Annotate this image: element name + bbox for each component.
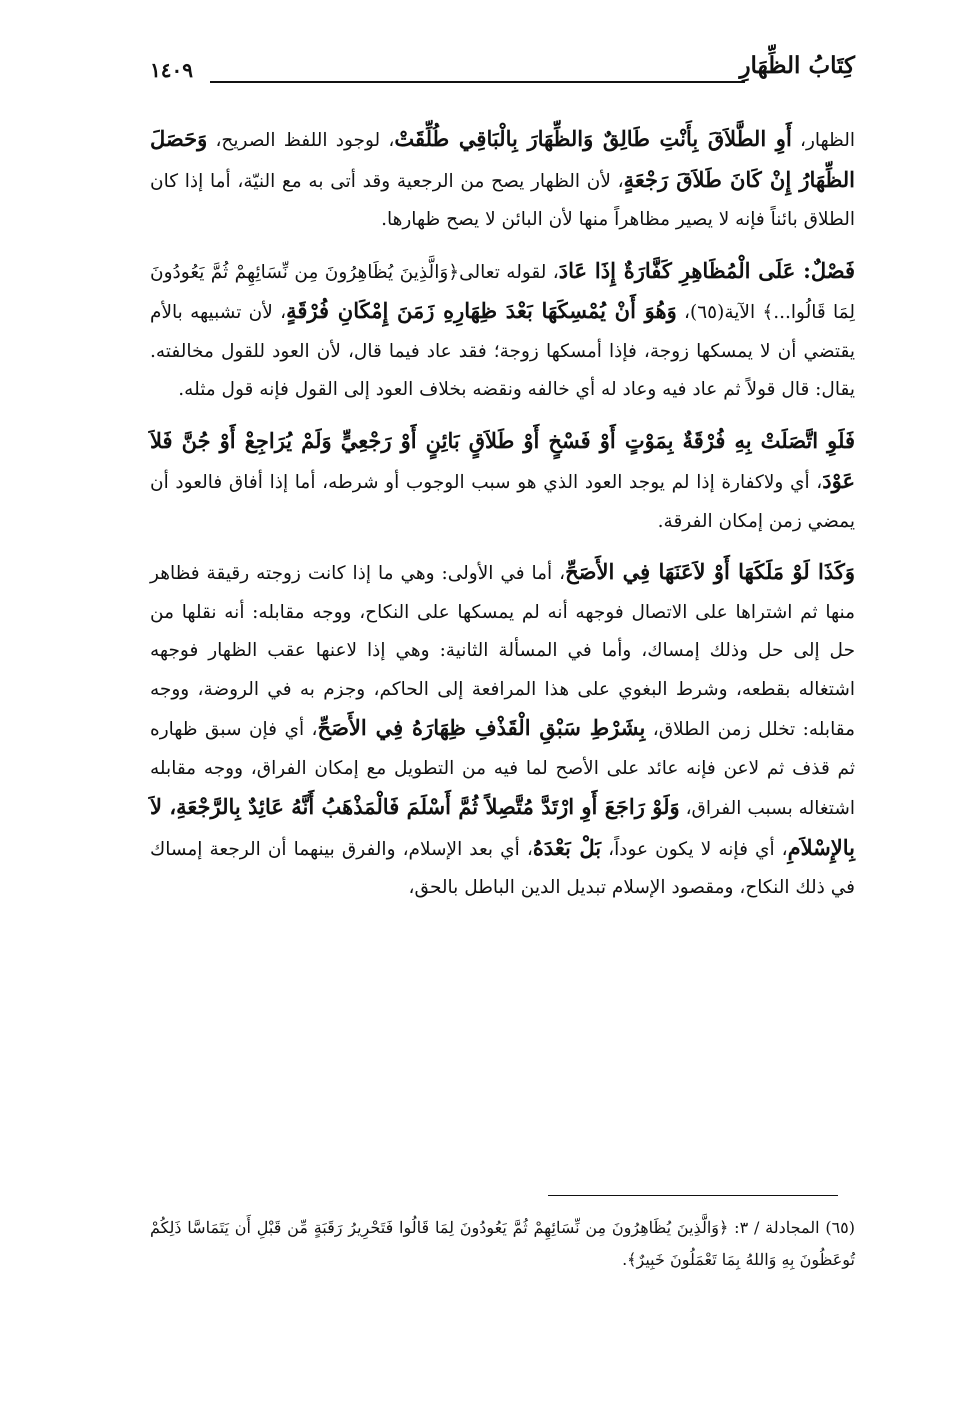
commentary-text: ، لوجود اللفظ الصريح،	[207, 130, 395, 151]
commentary-text: ، أي ولاكفارة إذا لم يوجد العود الذي هو سبب الوجوب أو شرطه، أما إذا أفاق فالعود أن يمضي زمن إمكان الفرقة.	[150, 472, 855, 532]
matn-text: أَوِ الطَّلاَقَ بِأَنْتِ طَالِقٌ وَالظِّهَارَ بِالْبَاقِي طُلِّقَتْ	[394, 126, 792, 151]
commentary-text: ، لقوله تعالى﴿وَالَّذِينَ يُظَاهِرُونَ مِن نِّسَائِهِمْ ثُمَّ يَعُودُونَ لِمَا قَالُوا...﴾ الآية(٦٥)،	[150, 261, 855, 323]
commentary-text: ، أي بعد الإسلام، والفرق بينهما أن الرجعة إمساك في ذلك النكاح، ومقصود الإسلام تبديل الدين الباطل بالحق،	[150, 838, 855, 898]
header-rule	[210, 81, 745, 83]
matn-text: وَكَذَا لَوْ مَلَكَهَا أَوْ لاَعَنَهَا فِي الأَصَحِّ	[565, 559, 855, 584]
commentary-text: الظهار،	[791, 130, 856, 151]
page-header	[150, 52, 855, 92]
main-text	[150, 120, 855, 920]
matn-text: وَحَصَلَ الظِّهَارُ إِنْ كَانَ طَلاَقَ رَجْعَةٍ	[150, 126, 856, 192]
commentary-text: ، لأن الظهار يصح من الرجعية وقد أتى به مع النيّة، أما إذا كان الطلاق بائناً فإنه لا يصير مظاهراً منها لأن البائن لا يصح ظهارها.	[150, 170, 855, 230]
commentary-text: ، لأن تشبيهه بالأم يقتضي أن لا يمسكها زوجة، فإذا أمسكها زوجة؛ فقد عاد فيما قال، لأن العود للقول مخالفته. يقال: قال قولاً ثم عاد فيه وعاد له أي خالفه ونقضه بخلاف العود إلى القول فإنه قول مثله.	[150, 302, 855, 400]
footnote	[150, 1212, 855, 1276]
paragraph	[150, 422, 855, 542]
matn-text: وَلَوْ رَاجَعَ أَوِ ارْتَدَّ مُتَّصِلاً ثُمَّ أَسْلَمَ فَالْمَذْهَبُ أَنَّهُ عَائِدٌ بِالرَّجْعَةِ، لاَ بِالإِسْلاَمِ	[150, 794, 855, 860]
matn-text: فَصْلٌ: عَلَى الْمُظَاهِرِ كَفَّارَةٌ إِذَا عَادَ	[558, 257, 855, 283]
paragraph	[150, 553, 855, 908]
commentary-text: ، أما في الأولى: وهي ما إذا كانت زوجته رقيقة فظاهر منها ثم اشتراها على الاتصال فوجهه أنه لم يمسكها على النكاح، ووجه مقابله: أنه نقلها من حل إلى حل وذلك إمساك، وأما في المسألة الثانية: وهي إذا لاعنها عقب الظهار فوجهه اشتغاله بقطعه، وشرط البغوي على هذا المرافعة إلى الحاكم، وجزم به في الروضة، ووجه مقابله: تخلل زمن الطلاق،	[150, 563, 855, 740]
footnote-text: (٦٥) المجادلة / ٣: ﴿وَالَّذِينَ يُظَاهِرُونَ مِن نِّسَائِهِمْ ثُمَّ يَعُودُونَ لِمَا قَالُوا فَتَحْرِيرُ رَقَبَةٍ مِّن قَبْلِ أَن يَتَمَاسَّا ذَلِكُمْ تُوعَظُونَ بِهِ وَاللهُ بِمَا تَعْمَلُونَ خَبِيرٌ﴾.	[150, 1218, 856, 1269]
page-number: ١٤٠٩	[150, 58, 193, 82]
matn-text: بِشَرْطِ سَبْقِ الْقَذْفِ ظِهَارَهُ فِي الأَصَحِّ	[317, 715, 646, 740]
matn-text: بَلْ بَعْدَهُ	[532, 834, 602, 860]
paragraph	[150, 120, 855, 240]
paragraph	[150, 252, 855, 410]
commentary-text: ، أي فإنه لا يكون عوداً،	[601, 838, 788, 860]
commentary-text: ، أي فإن سبق ظهاره ثم قذف ثم لاعن فإنه عائد على الأصح لما فيه من التطويل مع إمكان الفراق، ووجه مقابله اشتغاله بسبب الفراق،	[150, 719, 855, 819]
matn-text: فَلَوِ اتَّصَلَتْ بِهِ فُرْقَةٌ بِمَوْتٍ أَوْ فَسْخٍ أَوْ طَلاَقٍ بَائِنٍ أَوْ رَجْعِيٍّ وَلَمْ يُرَاجِعْ أَوْ جُنَّ فَلاَ عَوْدَ	[150, 427, 855, 493]
book-title: كِتَابُ الظِّهَارِ	[739, 52, 855, 79]
matn-text: وَهُوَ أَنْ يُمْسِكَهَا بَعْدَ ظِهَارِهِ زَمَنَ إِمْكَانِ فُرْقَةٍ	[286, 298, 677, 323]
footnote-rule	[548, 1195, 838, 1196]
